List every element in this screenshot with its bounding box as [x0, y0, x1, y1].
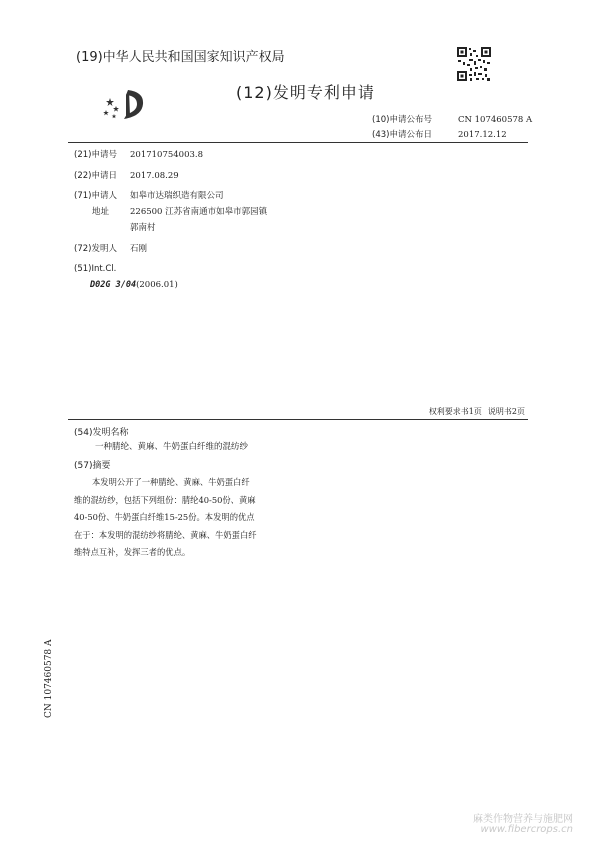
publication-number-row [372, 113, 532, 125]
address-line-2: 郭南村 [130, 223, 156, 233]
header-divider [68, 142, 528, 143]
abstract-label: (57)摘要 [74, 461, 111, 471]
abstract-line: 40-50份、牛奶蛋白纤维15-25份。本发明的优点 [74, 512, 255, 522]
inventor-row [74, 242, 147, 254]
publication-date-label: (43)申请公布日 [372, 130, 432, 140]
watermark-url: www.fibercrops.cn [480, 824, 573, 835]
description-pages: 说明书2页 [487, 407, 525, 416]
claims-pages: 权利要求书1页 [428, 407, 482, 416]
ipc-label-row [74, 264, 116, 274]
application-number-label: (21)申请号 [74, 150, 117, 160]
inventor-label: (72)发明人 [74, 244, 117, 254]
applicant-name: 如皋市达瑞织造有限公司 [130, 191, 224, 201]
abstract-body [74, 474, 296, 562]
application-date: 2017.08.29 [130, 171, 179, 181]
address-line-1: 226500 江苏省南通市如皋市郭园镇 [130, 207, 268, 217]
ipc-edition: (2006.01) [136, 280, 178, 290]
address-continuation [130, 221, 156, 233]
invention-title: 一种腈纶、黄麻、牛奶蛋白纤维的混纺纱 [95, 442, 249, 452]
qr-code-icon [456, 46, 492, 82]
address-label: 地址 [92, 207, 110, 217]
office-name: (19)中华人民共和国国家知识产权局 [76, 50, 285, 65]
publication-number-label: (10)申请公布号 [372, 115, 432, 125]
document-type: (12)发明专利申请 [236, 83, 375, 102]
ipc-class: D02G 3/04 [90, 280, 137, 290]
abstract-line: 本发明公开了一种腈纶、黄麻、牛奶蛋白纤 [92, 477, 250, 487]
cnipa-emblem-icon [100, 86, 150, 122]
section-divider [68, 419, 528, 420]
publication-date: 2017.12.12 [458, 130, 507, 140]
application-date-row [74, 169, 179, 181]
abstract-line: 维的混纺纱，包括下列组份：腈纶40-50份、黄麻 [74, 494, 256, 505]
address-row [92, 205, 267, 217]
applicant-row [74, 189, 224, 201]
application-date-label: (22)申请日 [74, 171, 117, 181]
inventor-name: 石刚 [130, 244, 148, 254]
abstract-line: 在于：本发明的混纺纱将腈纶、黄麻、牛奶蛋白纤 [74, 529, 257, 540]
page-count-info [429, 406, 525, 417]
publication-number: CN 107460578 A [458, 115, 533, 125]
invention-title-label: (54)发明名称 [74, 428, 129, 438]
application-number: 201710754003.8 [130, 150, 204, 160]
application-number-row [74, 148, 203, 160]
applicant-label: (71)申请人 [74, 191, 117, 201]
ipc-label: (51)Int.Cl. [74, 264, 117, 274]
publication-date-row [372, 128, 507, 140]
ipc-classification-row [90, 280, 178, 290]
watermark-site-name: 麻类作物营养与施肥网 [473, 814, 573, 825]
side-publication-number: CN 107460578 A [44, 639, 54, 718]
abstract-line: 维特点互补，发挥三者的优点。 [74, 547, 191, 557]
